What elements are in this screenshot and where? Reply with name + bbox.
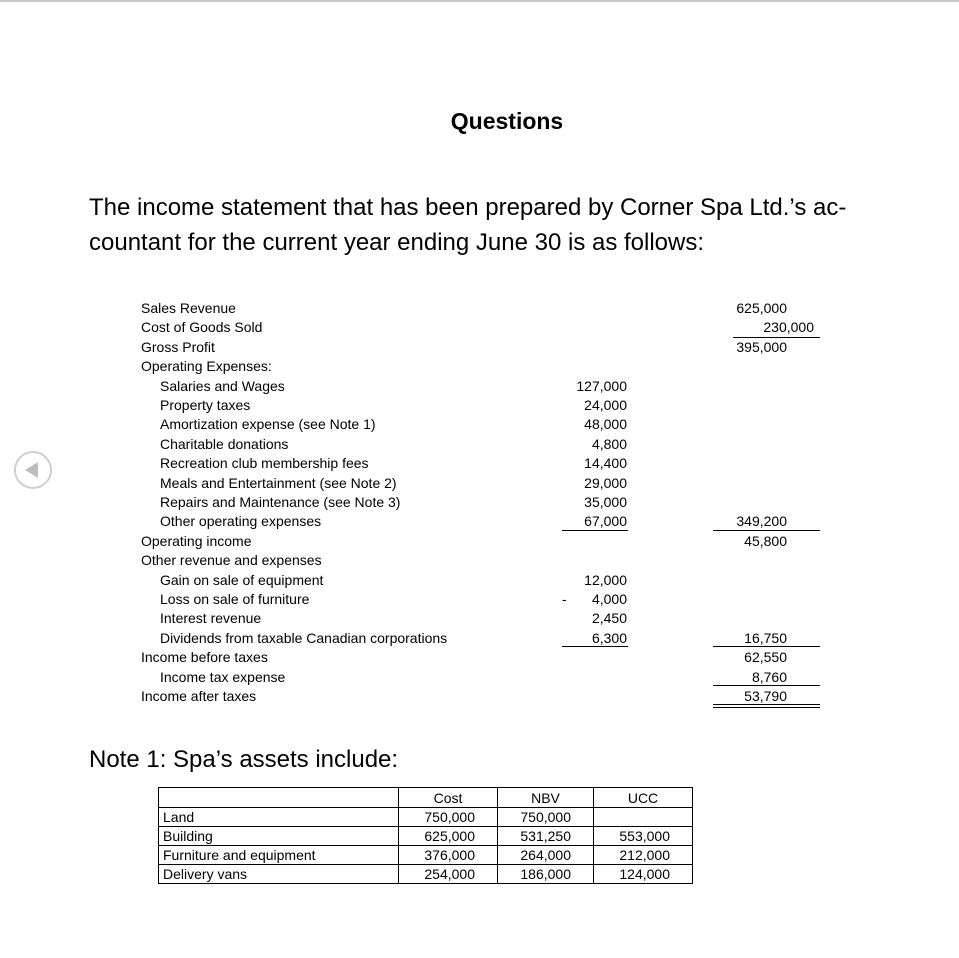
double-rule-line: [713, 707, 820, 708]
line-item-label: Gain on sale of equipment: [160, 571, 324, 588]
line-item-label: Property taxes: [160, 397, 251, 413]
detail-amount: 4,000: [591, 591, 627, 607]
detail-amount: 12,000: [584, 571, 627, 588]
table-row: [159, 846, 693, 865]
line-item-label: Salaries and Wages: [160, 377, 285, 394]
detail-amount: 29,000: [584, 474, 627, 491]
double-rule-line: [713, 704, 820, 705]
detail-amount: 48,000: [584, 416, 627, 433]
total-amount: 230,000: [763, 319, 814, 336]
asset-name-cell: Land: [159, 808, 399, 827]
line-item-label: Income tax expense: [160, 668, 286, 685]
detail-amount: 67,000: [584, 513, 627, 530]
line-item-label: Income before taxes: [141, 649, 268, 666]
statement-row: [0, 512, 959, 531]
detail-amount: 4,800: [591, 435, 627, 452]
line-item-label: Meals and Entertainment (see Note 2): [160, 474, 397, 491]
detail-amount: 127,000: [576, 377, 627, 394]
statement-row: [0, 532, 959, 551]
table-row: [159, 865, 693, 884]
detail-amount: 35,000: [584, 494, 627, 510]
column-header: Cost: [399, 788, 498, 808]
rule-line: [713, 685, 820, 686]
detail-amount: 6,300: [591, 629, 627, 646]
statement-row: [0, 571, 959, 590]
line-item-label: Loss on sale of furniture: [160, 591, 310, 607]
asset-value-cell: 531,250: [498, 827, 594, 846]
asset-name-cell: Furniture and equipment: [159, 846, 399, 865]
total-amount: 8,760: [751, 668, 787, 685]
asset-value-cell: 186,000: [498, 865, 594, 884]
statement-row: [0, 454, 959, 473]
statement-row: [0, 474, 959, 493]
rule-line: [733, 337, 820, 338]
column-header: [159, 788, 399, 808]
table-header-row: [159, 788, 693, 808]
total-amount: 62,550: [744, 649, 787, 666]
line-item-label: Gross Profit: [141, 338, 215, 355]
asset-value-cell: 750,000: [399, 808, 498, 827]
detail-amount: 14,400: [584, 455, 627, 472]
line-item-label: Charitable donations: [160, 435, 289, 452]
intro-paragraph: [89, 190, 939, 260]
total-amount: 16,750: [744, 629, 787, 646]
asset-value-cell: 553,000: [594, 827, 693, 846]
column-header: UCC: [594, 788, 693, 808]
statement-row: [0, 396, 959, 415]
line-item-label: Interest revenue: [160, 610, 262, 627]
total-amount: 53,790: [744, 688, 787, 704]
statement-row: [0, 551, 959, 570]
intro-line-1: The income statement that has been prepared by Corner Spa Ltd.’s ac-: [89, 194, 847, 221]
statement-row: [0, 318, 959, 337]
asset-value-cell: [594, 808, 693, 827]
line-item-label: Other operating expenses: [160, 513, 322, 530]
note-1-heading: Note 1: Spa’s assets include:: [89, 746, 399, 773]
statement-row: [0, 377, 959, 396]
statement-row: [0, 493, 959, 512]
asset-name-cell: Building: [159, 827, 399, 846]
total-amount: 45,800: [744, 532, 787, 549]
table-row: [159, 808, 693, 827]
total-amount: 625,000: [736, 300, 787, 316]
line-item-label: Cost of Goods Sold: [141, 319, 263, 336]
assets-table: [158, 787, 693, 884]
top-border: [0, 0, 959, 2]
total-amount: 349,200: [736, 513, 787, 530]
detail-amount: 2,450: [591, 610, 627, 627]
statement-row: [0, 415, 959, 434]
rule-line: [713, 646, 820, 647]
statement-row: [0, 338, 959, 357]
asset-value-cell: 376,000: [399, 846, 498, 865]
line-item-label: Amortization expense (see Note 1): [160, 416, 376, 433]
line-item-label: Income after taxes: [141, 688, 257, 704]
line-item-label: Dividends from taxable Canadian corporations: [160, 629, 448, 646]
asset-value-cell: 124,000: [594, 865, 693, 884]
asset-value-cell: 264,000: [498, 846, 594, 865]
intro-line-2: countant for the current year ending June 30 is as follows:: [89, 229, 705, 256]
statement-row: [0, 668, 959, 687]
total-amount: 395,000: [736, 338, 787, 355]
asset-value-cell: 254,000: [399, 865, 498, 884]
table-row: [159, 827, 693, 846]
statement-row: [0, 299, 959, 318]
rule-line: [562, 530, 628, 531]
line-item-label: Repairs and Maintenance (see Note 3): [160, 494, 401, 510]
asset-value-cell: 212,000: [594, 846, 693, 865]
asset-value-cell: 625,000: [399, 827, 498, 846]
statement-row: [0, 629, 959, 648]
line-item-label: Recreation club membership fees: [160, 455, 369, 472]
line-item-label: Other revenue and expenses: [141, 552, 322, 569]
asset-name-cell: Delivery vans: [159, 865, 399, 884]
rule-line: [562, 646, 628, 647]
line-item-label: Operating Expenses:: [141, 358, 272, 375]
statement-row: [0, 648, 959, 667]
page-title: Questions: [450, 108, 564, 134]
statement-row: [0, 435, 959, 454]
line-item-label: Operating income: [141, 532, 252, 549]
rule-line: [713, 530, 820, 531]
statement-row: [0, 357, 959, 376]
detail-amount: 24,000: [584, 397, 627, 413]
asset-value-cell: 750,000: [498, 808, 594, 827]
line-item-label: Sales Revenue: [141, 300, 236, 316]
statement-row: [0, 590, 959, 609]
column-header: NBV: [498, 788, 594, 808]
negative-sign: -: [562, 591, 567, 607]
statement-row: [0, 609, 959, 628]
